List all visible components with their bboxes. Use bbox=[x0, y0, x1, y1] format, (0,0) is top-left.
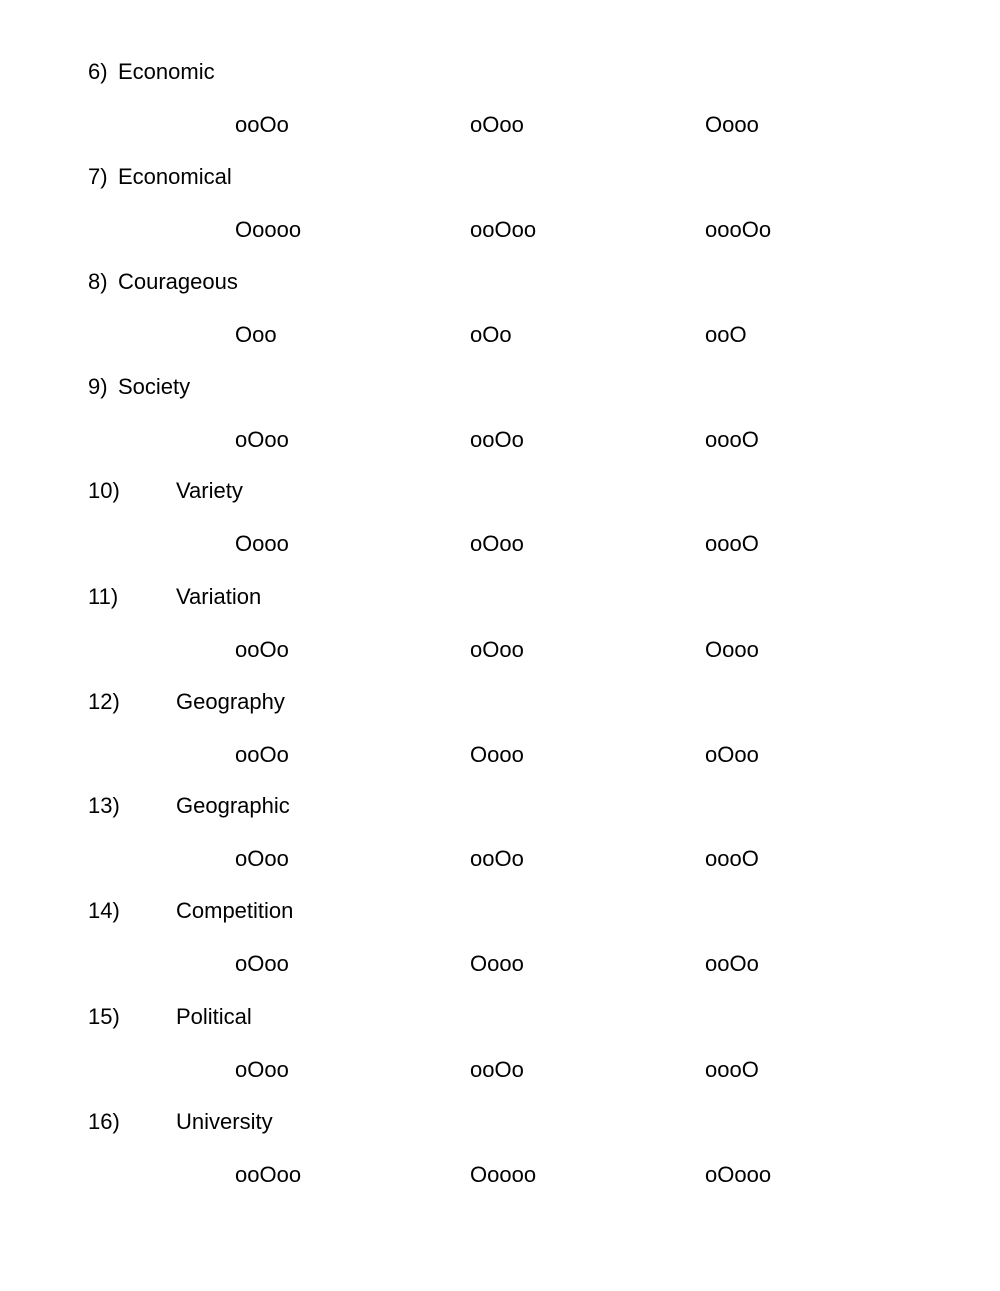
option-c[interactable]: Oooo bbox=[705, 112, 759, 137]
option-a[interactable]: Ooooo bbox=[235, 217, 302, 242]
option-a[interactable]: ooOo bbox=[235, 637, 289, 662]
question-word: Variation bbox=[176, 584, 262, 609]
question-number: 9) bbox=[88, 374, 108, 399]
question-15 bbox=[0, 1004, 1000, 1109]
option-b[interactable]: ooOo bbox=[470, 1057, 524, 1082]
option-b[interactable]: Oooo bbox=[470, 951, 524, 976]
option-b[interactable]: oOoo bbox=[470, 531, 524, 556]
option-a[interactable]: ooOo bbox=[235, 742, 289, 767]
question-number: 10) bbox=[88, 478, 120, 503]
option-a[interactable]: oOoo bbox=[235, 951, 289, 976]
question-number: 16) bbox=[88, 1109, 120, 1134]
option-b[interactable]: oOo bbox=[470, 322, 512, 347]
question-6 bbox=[0, 59, 1000, 164]
option-b[interactable]: ooOo bbox=[470, 427, 524, 452]
question-number: 8) bbox=[88, 269, 108, 294]
option-c[interactable]: ooO bbox=[705, 322, 747, 347]
question-16 bbox=[0, 1109, 1000, 1214]
option-c[interactable]: ooOo bbox=[705, 951, 759, 976]
question-word: Economic bbox=[118, 59, 215, 84]
option-c[interactable]: oooO bbox=[705, 846, 759, 871]
question-10 bbox=[0, 478, 1000, 583]
option-c[interactable]: oOooo bbox=[705, 1162, 772, 1187]
option-b[interactable]: ooOoo bbox=[470, 217, 537, 242]
question-number: 13) bbox=[88, 793, 120, 818]
option-b[interactable]: ooOo bbox=[470, 846, 524, 871]
question-7 bbox=[0, 164, 1000, 269]
option-c[interactable]: oooOo bbox=[705, 217, 772, 242]
question-9 bbox=[0, 374, 1000, 479]
question-11 bbox=[0, 584, 1000, 689]
question-14 bbox=[0, 898, 1000, 1003]
question-number: 12) bbox=[88, 689, 120, 714]
option-c[interactable]: oooO bbox=[705, 531, 759, 556]
option-c[interactable]: oooO bbox=[705, 427, 759, 452]
question-word: Geographic bbox=[176, 793, 290, 818]
option-b[interactable]: Oooo bbox=[470, 742, 524, 767]
question-12 bbox=[0, 689, 1000, 794]
question-number: 6) bbox=[88, 59, 108, 84]
option-a[interactable]: oOoo bbox=[235, 846, 289, 871]
option-a[interactable]: ooOo bbox=[235, 112, 289, 137]
option-a[interactable]: Ooo bbox=[235, 322, 277, 347]
option-a[interactable]: Oooo bbox=[235, 531, 289, 556]
option-a[interactable]: oOoo bbox=[235, 1057, 289, 1082]
question-8 bbox=[0, 269, 1000, 374]
option-a[interactable]: ooOoo bbox=[235, 1162, 302, 1187]
question-word: Variety bbox=[176, 478, 243, 503]
question-number: 11) bbox=[88, 584, 119, 609]
question-number: 7) bbox=[88, 164, 108, 189]
option-c[interactable]: oOoo bbox=[705, 742, 759, 767]
option-a[interactable]: oOoo bbox=[235, 427, 289, 452]
question-word: Economical bbox=[118, 164, 232, 189]
question-word: Competition bbox=[176, 898, 294, 923]
option-c[interactable]: Oooo bbox=[705, 637, 759, 662]
question-word: Political bbox=[176, 1004, 252, 1029]
question-word: Geography bbox=[176, 689, 285, 714]
question-number: 15) bbox=[88, 1004, 120, 1029]
option-c[interactable]: oooO bbox=[705, 1057, 759, 1082]
question-13 bbox=[0, 793, 1000, 898]
question-word: University bbox=[176, 1109, 273, 1134]
question-number: 14) bbox=[88, 898, 120, 923]
option-b[interactable]: oOoo bbox=[470, 637, 524, 662]
option-b[interactable]: oOoo bbox=[470, 112, 524, 137]
option-b[interactable]: Ooooo bbox=[470, 1162, 537, 1187]
question-word: Courageous bbox=[118, 269, 238, 294]
question-word: Society bbox=[118, 374, 191, 399]
